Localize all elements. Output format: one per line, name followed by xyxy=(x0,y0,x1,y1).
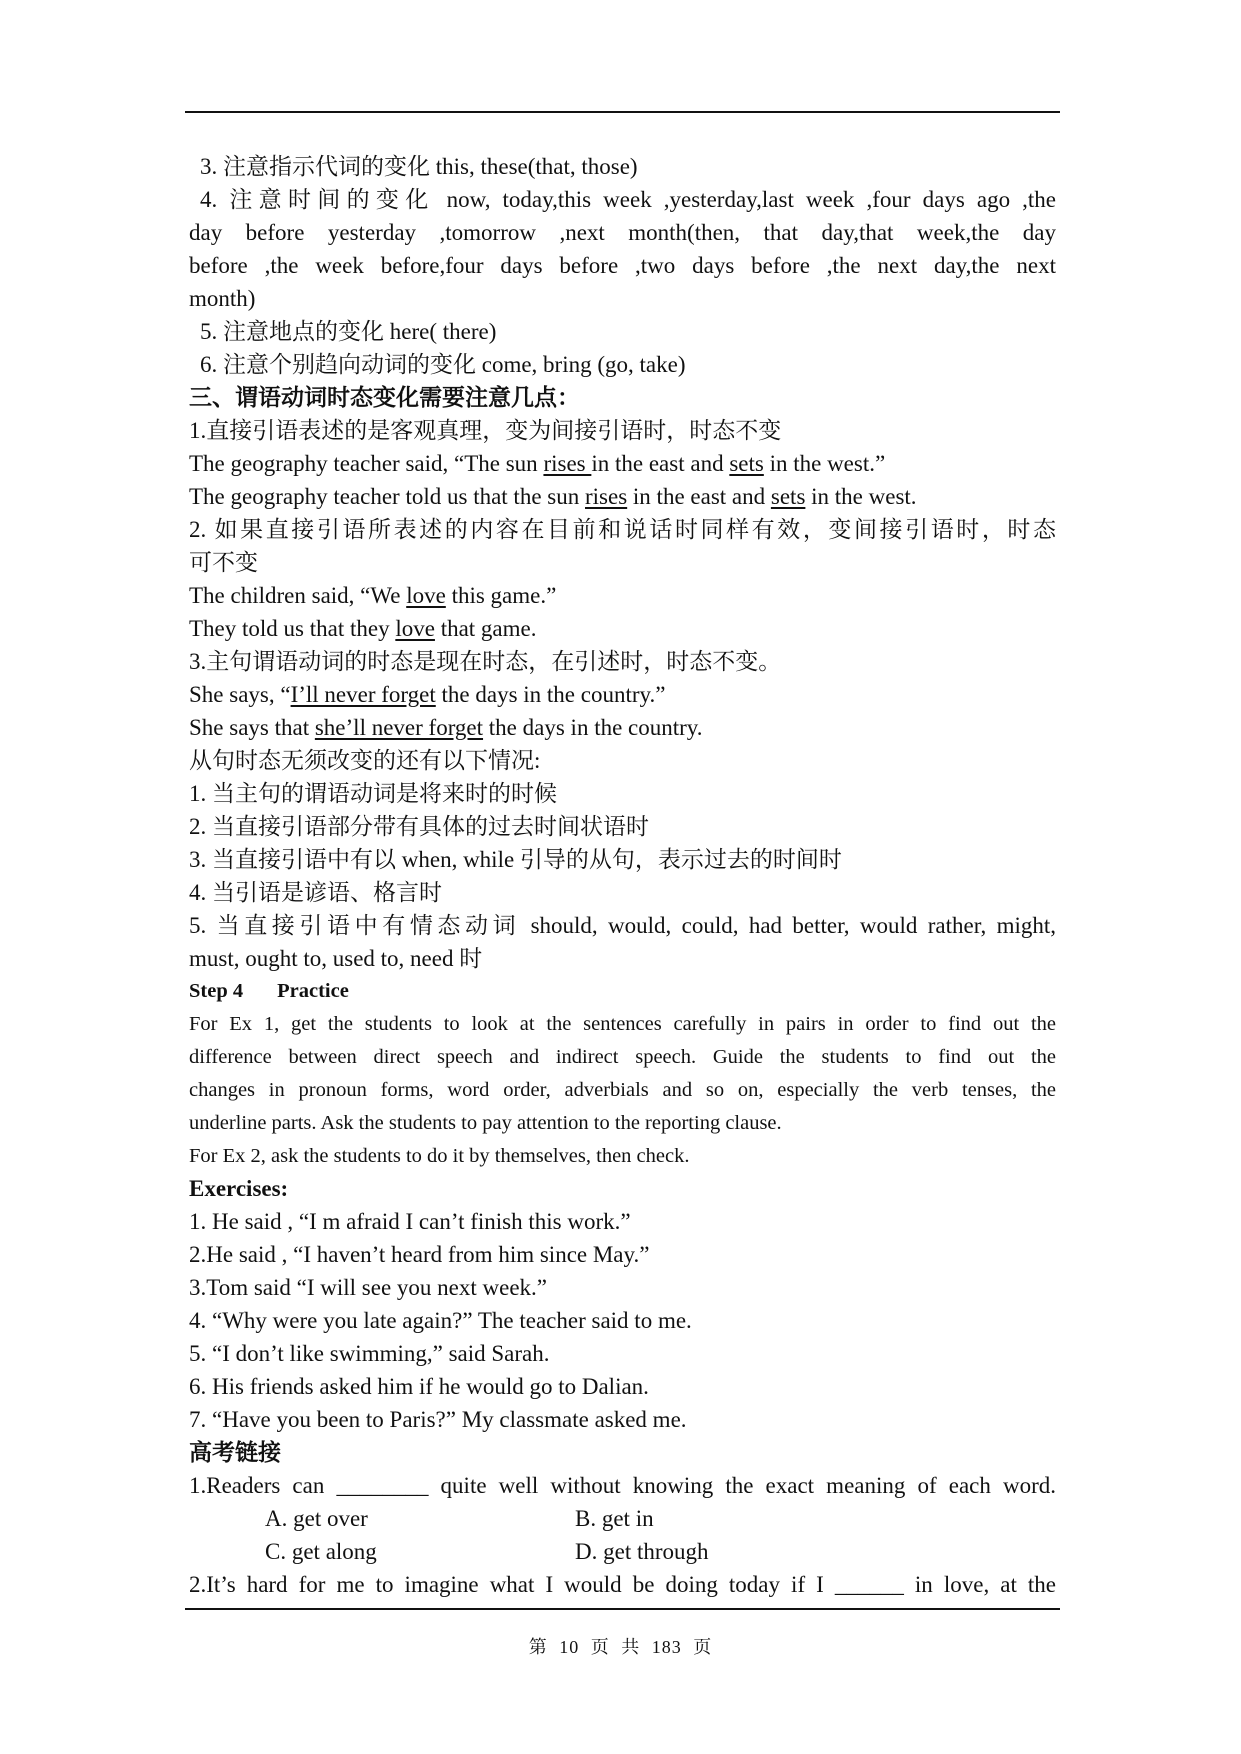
exercise-item: 2.He said , “I haven’t heard from him since May.” xyxy=(189,1242,650,1267)
example-2-indirect: They told us that they love that game. xyxy=(189,616,537,641)
practice-paragraph-line-4: underline parts. Ask the students to pay attention to the reporting clause. xyxy=(189,1112,782,1134)
step-title: Practice xyxy=(277,980,349,1002)
gaokao-heading: 高考链接 xyxy=(189,1440,281,1465)
page-footer xyxy=(0,1633,1241,1659)
gaokao-question-2: 2.It’s hard for me to imagine what I would be doing today if I ______ in love, at the xyxy=(189,1572,1056,1597)
footer-total-word: 共 xyxy=(621,1637,641,1657)
rule-2-line: 2. 如果直接引语所表述的内容在目前和说话时同样有效，变间接引语时，时态 xyxy=(189,517,1056,542)
exercises-heading: Exercises: xyxy=(189,1176,289,1201)
exercise-item: 7. “Have you been to Paris?” My classmate asked me. xyxy=(189,1407,687,1432)
footer-rule xyxy=(185,1608,1060,1610)
time-change-line-cont-3: month) xyxy=(189,286,256,311)
place-change-line: 5. 注意地点的变化 here( there) xyxy=(200,319,497,344)
example-1-direct: The geography teacher said, “The sun rises in the east and sets in the west.” xyxy=(189,451,886,476)
footer-page-word: 页 xyxy=(590,1637,610,1657)
step-heading xyxy=(189,975,1056,1007)
no-change-case-5: 5. 当直接引语中有情态动词 should, would, could, had better, would rather, might, xyxy=(189,913,1056,938)
time-change-line-cont-1: day before yesterday ,tomorrow ,next month(then, that day,that week,the day xyxy=(189,220,1056,245)
exercise-item: 4. “Why were you late again?” The teacher said to me. xyxy=(189,1308,692,1333)
no-change-case-2: 2. 当直接引语部分带有具体的过去时间状语时 xyxy=(189,814,649,839)
exercise-item: 5. “I don’t like swimming,” said Sarah. xyxy=(189,1341,550,1366)
no-change-case-3: 3. 当直接引语中有以 when, while 引导的从句，表示过去的时间时 xyxy=(189,847,842,872)
time-change-line: 4. 注意时间的变化 now, today,this week ,yesterday,last week ,four days ago ,the xyxy=(200,187,1056,212)
exercise-item: 6. His friends asked him if he would go to Dalian. xyxy=(189,1374,649,1399)
no-change-case-4: 4. 当引语是谚语、格言时 xyxy=(189,880,442,905)
total-pages: 183 xyxy=(651,1637,682,1657)
practice-paragraph-line-3: changes in pronoun forms, word order, adverbials and so on, especially the verb tenses, the xyxy=(189,1079,1056,1101)
no-change-intro: 从句时态无须改变的还有以下情况: xyxy=(189,748,541,773)
practice-paragraph-line-2: difference between direct speech and indirect speech. Guide the students to find out the xyxy=(189,1046,1056,1068)
option-b: B. get in xyxy=(575,1506,654,1531)
practice-paragraph-line-5: For Ex 2, ask the students to do it by themselves, then check. xyxy=(189,1145,690,1167)
example-3-indirect: She says that she’ll never forget the days in the country. xyxy=(189,715,703,740)
exercise-item: 3.Tom said “I will see you next week.” xyxy=(189,1275,547,1300)
demonstrative-change-line: 3. 注意指示代词的变化 this, these(that, those) xyxy=(200,154,638,179)
footer-prefix: 第 xyxy=(528,1637,548,1657)
rule-1-line: 1.直接引语表述的是客观真理，变为间接引语时，时态不变 xyxy=(189,418,782,443)
directional-verb-line: 6. 注意个别趋向动词的变化 come, bring (go, take) xyxy=(200,352,686,377)
page-number: 10 xyxy=(559,1637,580,1657)
step-label: Step 4 xyxy=(189,980,244,1002)
exercise-item: 1. He said , “I m afraid I can’t finish this work.” xyxy=(189,1209,631,1234)
time-change-line-cont-2: before ,the week before,four days before ,two days before ,the next day,the next xyxy=(189,253,1056,278)
option-c: C. get along xyxy=(265,1539,377,1564)
gaokao-question-1: 1.Readers can ________ quite well without knowing the exact meaning of each word. xyxy=(189,1473,1056,1498)
rule-3-line: 3.主句谓语动词的时态是现在时态，在引述时，时态不变。 xyxy=(189,649,782,674)
section-heading-tense: 三、谓语动词时态变化需要注意几点： xyxy=(189,385,580,410)
no-change-case-5-cont: must, ought to, used to, need 时 xyxy=(189,946,483,971)
header-rule xyxy=(185,111,1060,113)
footer-suffix: 页 xyxy=(693,1637,713,1657)
option-a: A. get over xyxy=(265,1506,368,1531)
example-3-direct: She says, “I’ll never forget the days in the country.” xyxy=(189,682,666,707)
example-1-indirect: The geography teacher told us that the sun rises in the east and sets in the west. xyxy=(189,484,917,509)
rule-2-line-cont: 可不变 xyxy=(189,550,258,575)
example-2-direct: The children said, “We love this game.” xyxy=(189,583,557,608)
no-change-case-1: 1. 当主句的谓语动词是将来时的时候 xyxy=(189,781,557,806)
practice-paragraph-line-1: For Ex 1, get the students to look at the sentences carefully in pairs in order to find out the xyxy=(189,1013,1056,1035)
option-d: D. get through xyxy=(575,1539,709,1564)
